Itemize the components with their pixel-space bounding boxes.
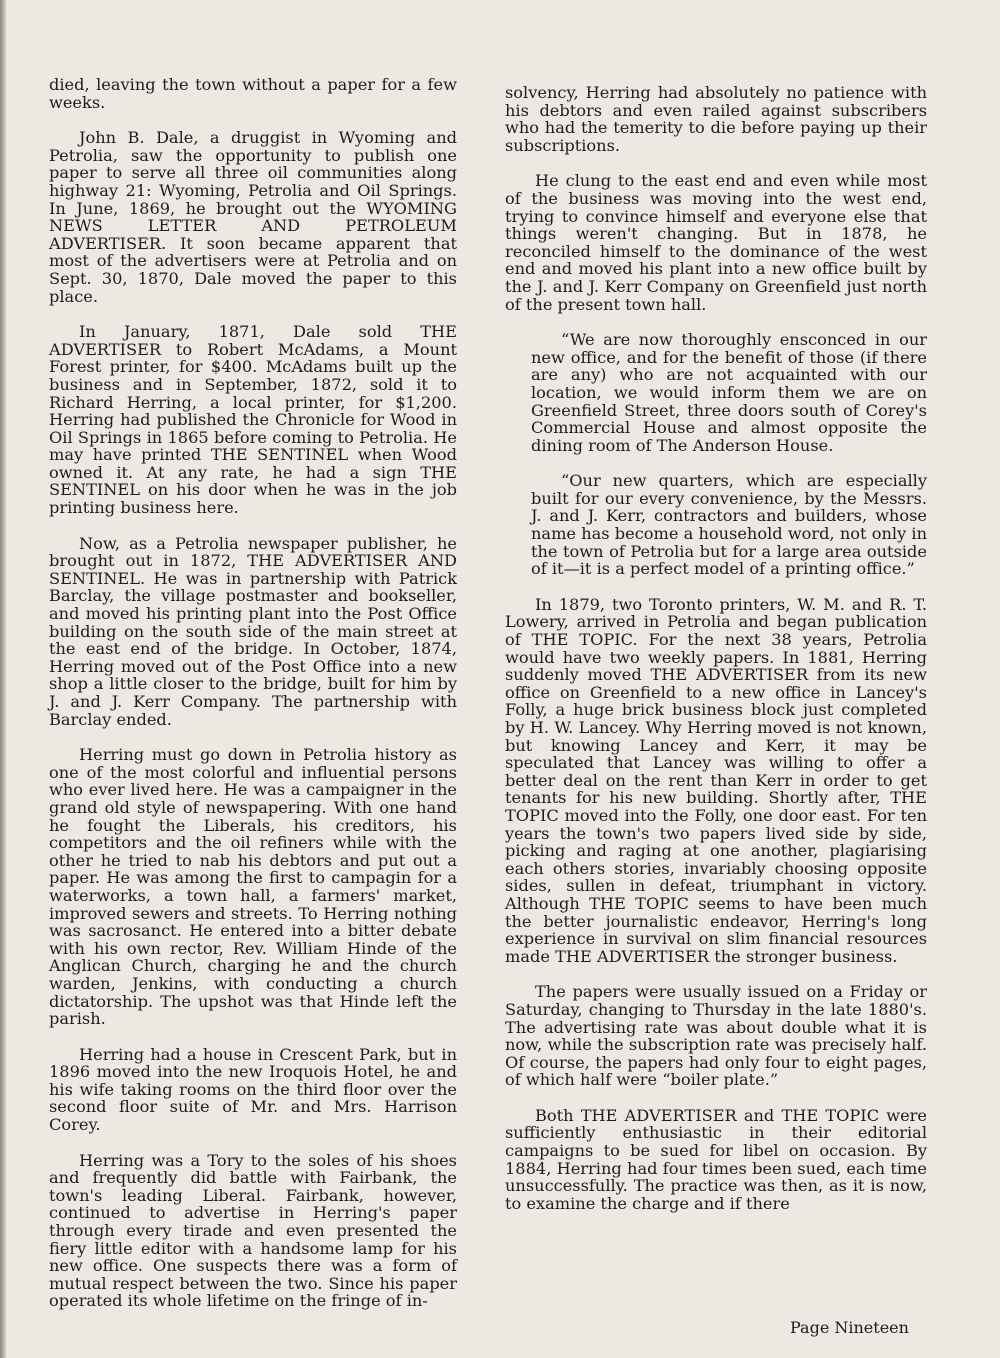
paragraph: In 1879, two Toronto printers, W. M. and R. T. Lowery, arrived in Petrolia and began publication of THE TOPIC. For the next 38 years, Petrolia would have two weekly papers. In 1881, Herring suddenly moved THE ADVERTISER from its new office on Greenfield to a new office in Lancey's Folly, a huge brick business block just completed by H. W. Lancey. Why Herring moved is not known, but knowing Lancey and Kerr, it may be speculated that Lancey was willing to offer a better deal on the rent than Kerr in order to get tenants for his new building. Shortly after, THE TOPIC moved into the Folly, one door east. For ten years the town's two papers lived side by side, picking and raging at one another, plagiarising each others stories, invariably choosing opposite sides, sullen in defeat, triumphant in victory. Although THE TOPIC seems to have been much the better journalistic endeavor, Herring's long experience in survival on slim financial resources made THE ADVERTISER the stronger business.	[505, 594, 927, 966]
page-binding-edge	[0, 0, 6, 1358]
paragraph: Herring was a Tory to the soles of his shoes and frequently did battle with Fairbank, the town's leading Liberal. Fairbank, however, continued to advertise in Herring's paper through every tirade and even presented the fiery little editor with a handsome lamp for his new office. One suspects there was a form of mutual respect between the two. Since his paper operated its whole lifetime on the fringe of in-	[49, 1150, 457, 1311]
page-number: Page Nineteen	[790, 1318, 909, 1337]
paragraph: solvency, Herring had absolutely no patience with his debtors and even railed against subscribers who had the temerity to die before paying up their subscriptions.	[505, 83, 927, 155]
paragraph: In January, 1871, Dale sold THE ADVERTISER to Robert McAdams, a Mount Forest printer, for $400. McAdams built up the business and in September, 1872, sold it to Richard Herring, a local printer, for $1,200. Herring had published the Chronicle for Wood in Oil Springs in 1865 before coming to Petrolia. He may have printed THE SENTINEL when Wood owned it. At any rate, he had a sign THE SENTINEL on his door when he was in the job printing business here.	[49, 322, 457, 518]
paragraph: The papers were usually issued on a Friday or Saturday, changing to Thursday in the late 1880's. The advertising rate was about double what it is now, while the subscription rate was precisely half. Of course, the papers had only four to eight pages, of which half were “boiler plate.”	[505, 982, 927, 1090]
quoted-paragraph: “We are now thoroughly ensconced in our new office, and for the benefit of those (if there are any) who are not acquainted with our location, we would inform them we are on Greenfield Street, three doors south of Corey's Commercial House and almost opposite the dining room of The Anderson House.	[531, 330, 927, 455]
right-column	[505, 84, 927, 1230]
paragraph: Herring had a house in Crescent Park, but in 1896 moved into the new Iroquois Hotel, he and his wife taking rooms on the third floor over the second floor suite of Mr. and Mrs. Harrison Corey.	[49, 1044, 457, 1135]
paragraph: Herring must go down in Petrolia history as one of the most colorful and influential persons who ever lived here. He was a campaigner in the grand old style of newspapering. With one hand he fought the Liberals, his creditors, his competitors and the oil refiners while with the other he tried to nab his debtors and put out a paper. He was among the first to campagin for a waterworks, a town hall, a farmers' market, improved sewers and streets. To Herring nothing was sacrosanct. He entered into a bitter debate with his own rector, Rev. William Hinde of the Anglican Church, charging he and the church warden, Jenkins, with conducting a church dictatorship. The upshot was that Hinde left the parish.	[49, 745, 457, 1029]
quoted-paragraph: “Our new quarters, which are especially built for our every convenience, by the Messrs. J. and J. Kerr, contractors and builders, whose name has become a household word, not only in the town of Petrolia but for a large area outside of it—it is a perfect model of a printing office.”	[531, 471, 927, 579]
paragraph: died, leaving the town without a paper for a few weeks.	[49, 75, 457, 112]
paragraph: Both THE ADVERTISER and THE TOPIC were sufficiently enthusiastic in their editorial campaigns to be sued for libel on occasion. By 1884, Herring had four times been sued, each time unsuccessfully. The practice was then, as it is now, to examine the charge and if there	[505, 1105, 927, 1213]
paragraph: John B. Dale, a druggist in Wyoming and Petrolia, saw the opportunity to publish one paper to serve all three oil communities along highway 21: Wyoming, Petrolia and Oil Springs. In June, 1869, he brought out the WYOMING NEWS LETTER AND PETROLEUM ADVERTISER. It soon became apparent that most of the advertisers were at Petrolia and on Sept. 30, 1870, Dale moved the paper to this place.	[49, 128, 457, 306]
left-column	[49, 76, 457, 1328]
paragraph: Now, as a Petrolia newspaper publisher, he brought out in 1872, THE ADVERTISER AND SENTINEL. He was in partnership with Patrick Barclay, the village postmaster and bookseller, and moved his printing plant into the Post Office building on the south side of the main street at the east end of the bridge. In October, 1874, Herring moved out of the Post Office into a new shop a little closer to the bridge, built for him by J. and J. Kerr Company. The partnership with Barclay ended.	[49, 533, 457, 729]
paragraph: He clung to the east end and even while most of the business was moving into the west end, trying to convince himself and everyone else that things weren't changing. But in 1878, he reconciled himself to the dominance of the west end and moved his plant into a new office built by the J. and J. Kerr Company on Greenfield just north of the present town hall.	[505, 171, 927, 314]
